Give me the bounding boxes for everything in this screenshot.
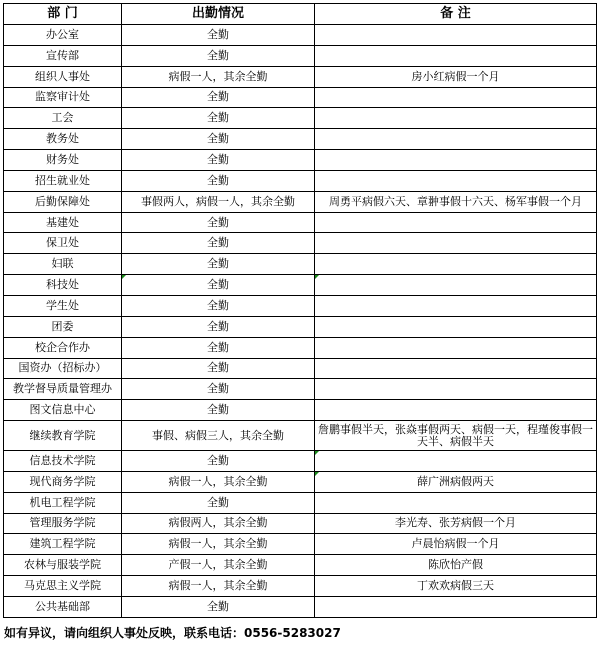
table-header-row [4,4,597,25]
attendance-cell [122,150,315,171]
table-row [4,471,597,492]
table-row [4,233,597,254]
remark-text: 丁欢欢病假三天 [417,579,494,593]
remark-text: 房小红病假一个月 [411,69,500,83]
dept-cell [4,66,122,87]
dept-text: 监察审计处 [35,90,90,104]
dept-cell [4,45,122,66]
attendance-cell [122,295,315,316]
attendance-cell [122,170,315,191]
remark-cell [315,295,597,316]
attendance-cell [122,421,315,451]
attendance-text: 全勤 [207,453,229,467]
dept-text: 保卫处 [46,236,79,250]
table-row [4,337,597,358]
attendance-text: 全勤 [207,132,229,146]
remark-cell [315,25,597,46]
table-row [4,150,597,171]
dept-cell [4,534,122,555]
attendance-text: 全勤 [207,298,229,312]
dept-text: 马克思主义学院 [24,579,101,593]
attendance-cell [122,108,315,129]
dept-cell [4,596,122,617]
remark-cell [315,275,597,296]
remark-cell [315,596,597,617]
dept-cell [4,25,122,46]
table-row [4,513,597,534]
remark-text: 薛广洲病假两天 [417,474,494,488]
attendance-text: 全勤 [207,236,229,250]
remark-text: 周勇平病假六天、章翀事假十六天、杨军事假一个月 [329,194,582,208]
attendance-text: 病假一人，其余全勤 [168,537,268,551]
remark-cell [315,358,597,379]
table-row [4,45,597,66]
dept-text: 后勤保障处 [35,194,90,208]
dept-text: 团委 [51,319,74,333]
dept-cell [4,233,122,254]
header-attendance: 出勤情况 [122,4,315,25]
dept-cell [4,421,122,451]
dept-cell [4,555,122,576]
attendance-text: 事假、病假三人，其余全勤 [152,428,284,442]
dept-text: 图文信息中心 [29,403,96,417]
dept-cell [4,379,122,400]
dept-text: 科技处 [46,278,79,292]
attendance-cell [122,212,315,233]
remark-text: 李光寿、张芳病假一个月 [395,516,516,530]
dept-cell [4,87,122,108]
dept-cell [4,275,122,296]
remark-cell [315,421,597,451]
table-row [4,316,597,337]
dept-cell [4,108,122,129]
attendance-cell [122,576,315,597]
attendance-text: 全勤 [207,173,229,187]
remark-cell [315,129,597,150]
remark-cell [315,191,597,212]
dept-text: 机电工程学院 [29,495,96,509]
dept-text: 校企合作办 [35,340,90,354]
attendance-text: 事假两人，病假一人，其余全勤 [141,194,295,208]
remark-cell [315,337,597,358]
attendance-cell [122,471,315,492]
table-body [4,25,597,618]
attendance-text: 全勤 [207,90,229,104]
attendance-cell [122,233,315,254]
cell-comment-marker [315,472,319,476]
remark-cell [315,87,597,108]
dept-cell [4,576,122,597]
attendance-cell [122,316,315,337]
attendance-text: 全勤 [207,361,229,375]
cell-comment-marker [315,275,319,279]
table-row [4,275,597,296]
remark-cell [315,379,597,400]
attendance-text: 全勤 [207,215,229,229]
remark-cell [315,233,597,254]
table-row [4,534,597,555]
remark-cell [315,492,597,513]
dept-cell [4,170,122,191]
table-row [4,170,597,191]
dept-text: 继续教育学院 [29,428,96,442]
remark-cell [315,576,597,597]
attendance-text: 全勤 [207,495,229,509]
attendance-text: 全勤 [207,403,229,417]
attendance-cell [122,451,315,472]
attendance-text: 全勤 [207,111,229,125]
dept-text: 教务处 [46,132,79,146]
attendance-cell [122,596,315,617]
dept-text: 基建处 [46,215,79,229]
table-row [4,108,597,129]
table-row [4,555,597,576]
attendance-text: 全勤 [207,278,229,292]
attendance-text: 病假一人，其余全勤 [168,474,268,488]
table-row [4,129,597,150]
table-row [4,379,597,400]
dept-text: 现代商务学院 [29,474,96,488]
attendance-cell [122,337,315,358]
attendance-text: 全勤 [207,257,229,271]
dept-text: 信息技术学院 [29,453,96,467]
dept-cell [4,295,122,316]
table-row [4,576,597,597]
dept-text: 农林与服装学院 [24,558,101,572]
table-row [4,596,597,617]
attendance-text: 全勤 [207,27,229,41]
dept-cell [4,471,122,492]
attendance-cell [122,87,315,108]
dept-text: 招生就业处 [35,173,90,187]
table-row [4,451,597,472]
dept-text: 组织人事处 [35,69,90,83]
attendance-cell [122,513,315,534]
attendance-cell [122,534,315,555]
attendance-cell [122,379,315,400]
attendance-cell [122,129,315,150]
attendance-cell [122,275,315,296]
remark-cell [315,513,597,534]
dept-cell [4,492,122,513]
dept-text: 教学督导质量管理办 [13,382,112,396]
table-row [4,254,597,275]
remark-text: 詹鹏事假半天，张焱事假两天、病假一天，程瑾俊事假一天半、病假半天 [318,422,593,448]
attendance-cell [122,358,315,379]
attendance-cell [122,254,315,275]
remark-cell [315,150,597,171]
attendance-text: 产假一人，其余全勤 [168,558,268,572]
table-row [4,191,597,212]
attendance-cell [122,555,315,576]
remark-text: 陈欣怡产假 [428,558,483,572]
header-remark: 备 注 [315,4,597,25]
dept-cell [4,400,122,421]
attendance-cell [122,400,315,421]
attendance-table [3,3,597,618]
dept-text: 学生处 [46,298,79,312]
cell-comment-marker [122,275,126,279]
dept-cell [4,129,122,150]
attendance-text: 全勤 [207,382,229,396]
attendance-text: 全勤 [207,340,229,354]
table-row [4,212,597,233]
dept-cell [4,513,122,534]
dept-text: 国资办（招标办） [18,361,107,375]
dept-text: 办公室 [46,27,79,41]
remark-cell [315,316,597,337]
attendance-text: 病假两人，其余全勤 [168,516,268,530]
dept-cell [4,358,122,379]
dept-text: 公共基础部 [35,599,90,613]
remark-cell [315,555,597,576]
remark-cell [315,400,597,421]
dept-text: 宣传部 [46,48,79,62]
dept-cell [4,337,122,358]
remark-cell [315,170,597,191]
dept-cell [4,191,122,212]
table-row [4,400,597,421]
remark-cell [315,451,597,472]
remark-cell [315,108,597,129]
attendance-cell [122,191,315,212]
table-row [4,66,597,87]
cell-comment-marker [315,451,319,455]
contact-footer: 如有异议，请向组织人事处反映，联系电话：0556-5283027 [4,626,341,640]
table-row [4,421,597,451]
remark-cell [315,254,597,275]
remark-cell [315,212,597,233]
attendance-cell [122,492,315,513]
remark-cell [315,534,597,555]
table-row [4,87,597,108]
remark-text: 卢晨怡病假一个月 [411,537,500,551]
table-row [4,492,597,513]
attendance-text: 病假一人，其余全勤 [168,69,268,83]
dept-text: 财务处 [46,152,79,166]
attendance-cell [122,66,315,87]
remark-cell [315,471,597,492]
attendance-text: 全勤 [207,48,229,62]
dept-cell [4,254,122,275]
attendance-text: 全勤 [207,319,229,333]
dept-text: 妇联 [51,257,74,271]
dept-text: 建筑工程学院 [29,537,96,551]
dept-cell [4,212,122,233]
dept-text: 工会 [51,111,74,125]
table-row [4,295,597,316]
dept-cell [4,451,122,472]
remark-cell [315,45,597,66]
dept-text: 管理服务学院 [29,516,96,530]
dept-cell [4,150,122,171]
header-dept: 部 门 [4,4,122,25]
table-row [4,358,597,379]
attendance-cell [122,25,315,46]
attendance-text: 全勤 [207,152,229,166]
attendance-text: 全勤 [207,599,229,613]
attendance-cell [122,45,315,66]
table-row [4,25,597,46]
remark-cell [315,66,597,87]
dept-cell [4,316,122,337]
attendance-text: 病假一人，其余全勤 [168,579,268,593]
